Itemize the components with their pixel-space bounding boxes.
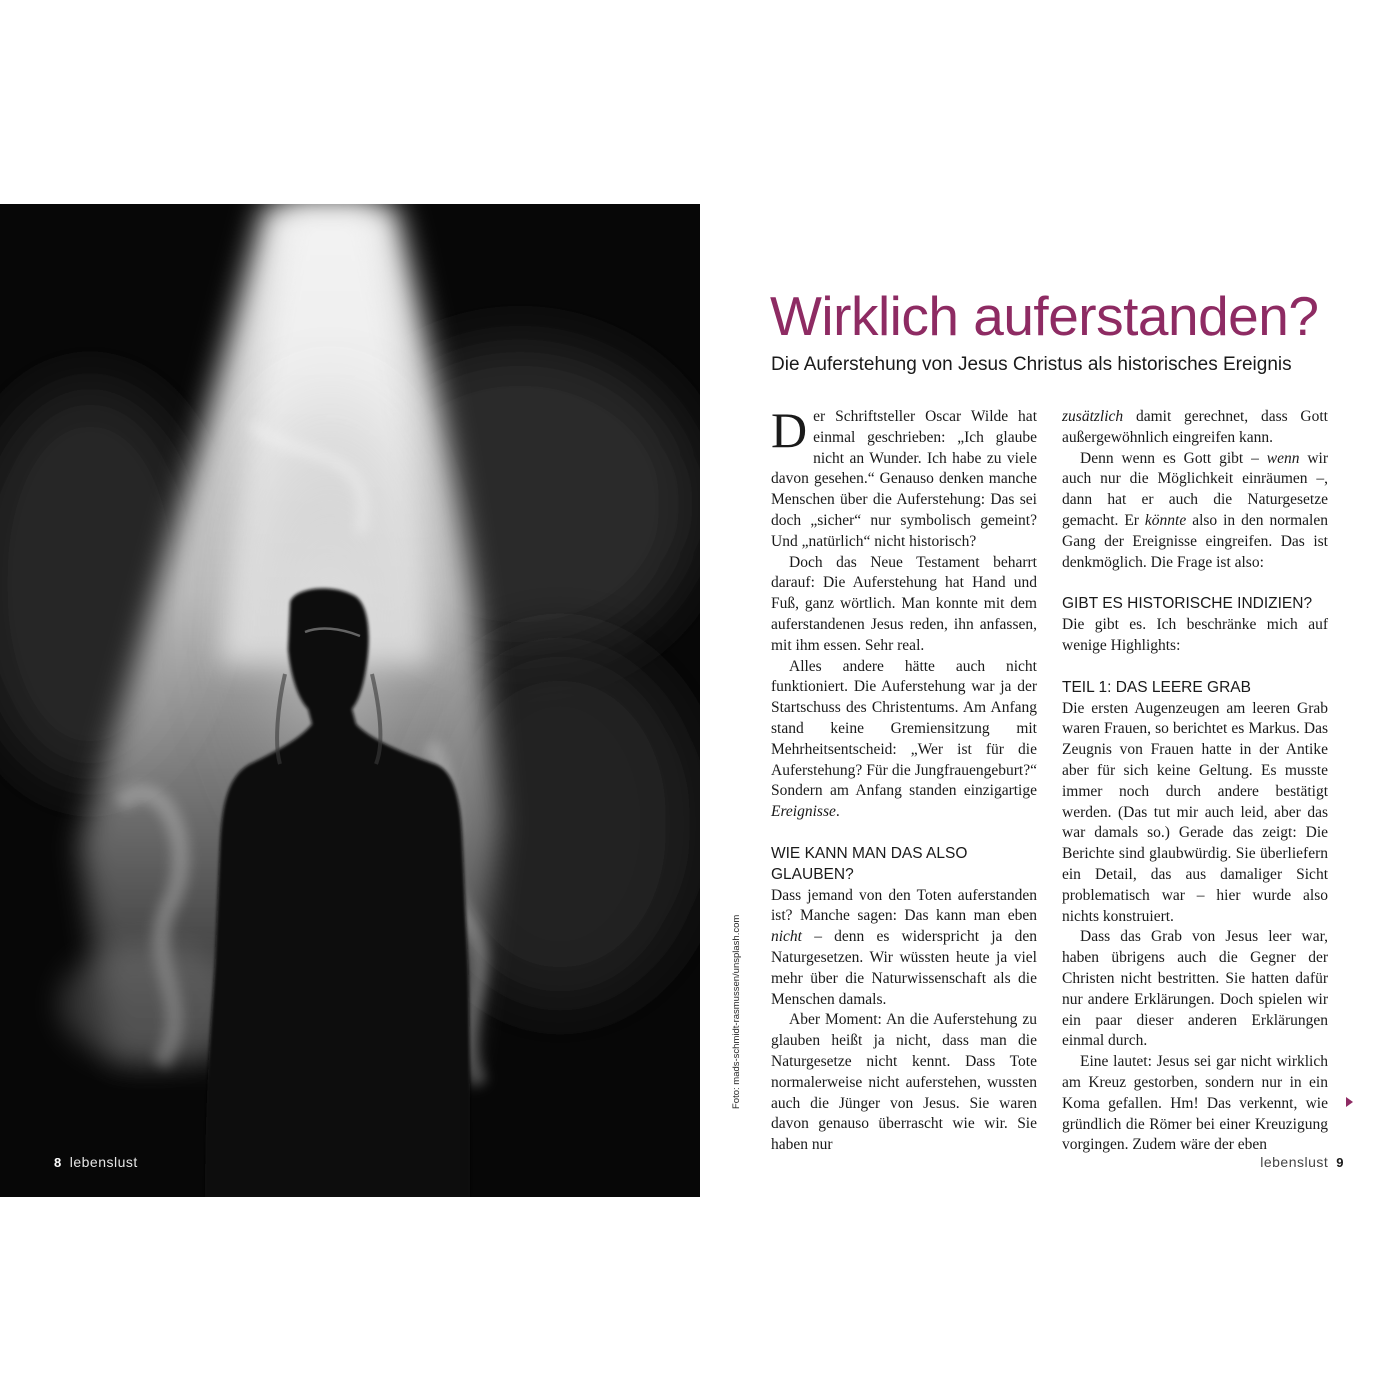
paragraph-text: er Schriftsteller Oscar Wilde hat einmal geschrieben: „Ich glaube nicht an Wunder. Ich habe zu viele davon gesehen.“ Genauso denken manche Menschen über die Auferstehung: Das sei doch „sicher“ nur symbolisch gemeint? Und „natürlich“ nicht historisch?: [771, 408, 1037, 550]
emphasis: nicht: [771, 928, 802, 946]
section-heading: TEIL 1: DAS LEERE GRAB: [1062, 678, 1251, 696]
paragraph-text: .: [835, 803, 840, 821]
paragraph-text: – denn es widerspricht ja den Naturgesetzen. Wir wüssten heute ja viel mehr über die Naturwissenschaft als die Menschen damals.: [771, 928, 1037, 1008]
page-number-right: [1260, 1154, 1344, 1170]
magazine-logo: lebenslust: [1260, 1154, 1329, 1170]
section-heading: WIE KANN MAN DAS ALSO GLAUBEN?: [771, 844, 968, 883]
paragraph: [1062, 449, 1328, 574]
paragraph: Aber Moment: An die Auferstehung zu glauben heißt ja nicht, dass man die Naturgesetze nicht kennt. Dass Tote normalerweise nicht auferstehen, wussten auch die Jünger von Jesus. Sie waren davon genauso überrascht wie wir. Sie haben nur: [771, 1011, 1037, 1154]
paragraph-text: Alles andere hätte auch nicht funktioniert. Die Auferstehung war ja der Startschuss des Christentums. Am Anfang stand keine Gremiensitzung mit Mehrheitsentscheid: „Wer ist für die Auferstehung? Für die Jungfrauengeburt?“ Sondern am Anfang standen einzigartige: [771, 657, 1037, 800]
text-column-2: [1062, 407, 1328, 1156]
emphasis: könnte: [1144, 511, 1187, 529]
smoke-light-illustration: [0, 204, 700, 1197]
paragraph: Die ersten Augenzeugen am leeren Grab waren Frauen, so berichtet es Markus. Das Zeugnis von Frauen hatte in der Antike aber für sich keine Geltung. Es musste immer noch durch andere bestätigt werden. (Das tut mir auch leid, aber das war damals so.) Gerade das zeigt: Die Berichte sind glaubwürdig. Sie überliefern ein Detail, das aus damaliger Sicht problematisch war – hier wurde also nichts konstruiert.: [1062, 699, 1328, 925]
magazine-logo: lebenslust: [69, 1154, 138, 1170]
paragraph: [771, 886, 1037, 1011]
emphasis: wenn: [1266, 449, 1300, 467]
paragraph: [771, 657, 1037, 823]
paragraph-text: Dass jemand von den Toten auferstanden ist? Manche sagen: Das kann man eben: [771, 886, 1037, 925]
page-number: 8: [54, 1155, 62, 1170]
paragraph-text: also in den normalen Gang der Ereignisse eingreifen. Das ist denkmöglich. Die Frage ist also:: [1062, 511, 1328, 571]
paragraph: [771, 402, 1037, 553]
paragraph-text: Denn wenn es Gott gibt –: [1080, 449, 1267, 467]
paragraph: Dass das Grab von Jesus leer war, haben übrigens auch die Gegner der Christen nicht bestritten. Sie hatten dafür nur andere Erklärungen. Doch spielen wir ein paar dieser anderen Erklärungen einmal durch.: [1062, 928, 1328, 1050]
photo-figure-in-light: [0, 204, 700, 1197]
paragraph: Doch das Neue Testament beharrt darauf: Die Auferstehung hat Hand und Fuß, ganz wörtlich. Man konnte mit dem auferstandenen Jesus reden, ihn anfassen, mit ihm essen. Sehr real.: [771, 553, 1037, 654]
continue-arrow-icon: [1346, 1097, 1353, 1107]
paragraph: Die gibt es. Ich beschränke mich auf wenige Highlights:: [1062, 616, 1328, 654]
page-number-left: [54, 1154, 138, 1170]
paragraph-text: damit gerechnet, dass Gott außergewöhnlich eingreifen kann.: [1062, 408, 1328, 446]
magazine-spread: [0, 204, 1400, 1197]
emphasis: Ereignisse: [771, 803, 836, 821]
section-heading: GIBT ES HISTORISCHE INDIZIEN?: [1062, 595, 1313, 613]
page-number: 9: [1336, 1155, 1344, 1170]
paragraph-text: wir auch nur die Möglichkeit einräumen –, dann hat er auch die Naturgesetze gemacht. Er: [1062, 449, 1328, 529]
emphasis: zusätzlich: [1062, 408, 1124, 425]
paragraph: Eine lautet: Jesus sei gar nicht wirklich am Kreuz gestorben, sondern nur in ein Koma gefallen. Hm! Das verkennt, wie gründlich die Römer bei einer Kreuzigung vorgingen. Zudem wäre der eben: [1062, 1053, 1328, 1154]
photo-credit: Foto: mads-schmidt-rasmussen/unsplash.com: [731, 914, 742, 1109]
paragraph: [1062, 407, 1328, 449]
article-title: Wirklich auferstanden?: [770, 285, 1319, 347]
text-column-1: [771, 402, 1037, 1156]
article-subtitle: Die Auferstehung von Jesus Christus als historisches Ereignis: [771, 354, 1292, 375]
drop-cap: D: [771, 402, 808, 458]
